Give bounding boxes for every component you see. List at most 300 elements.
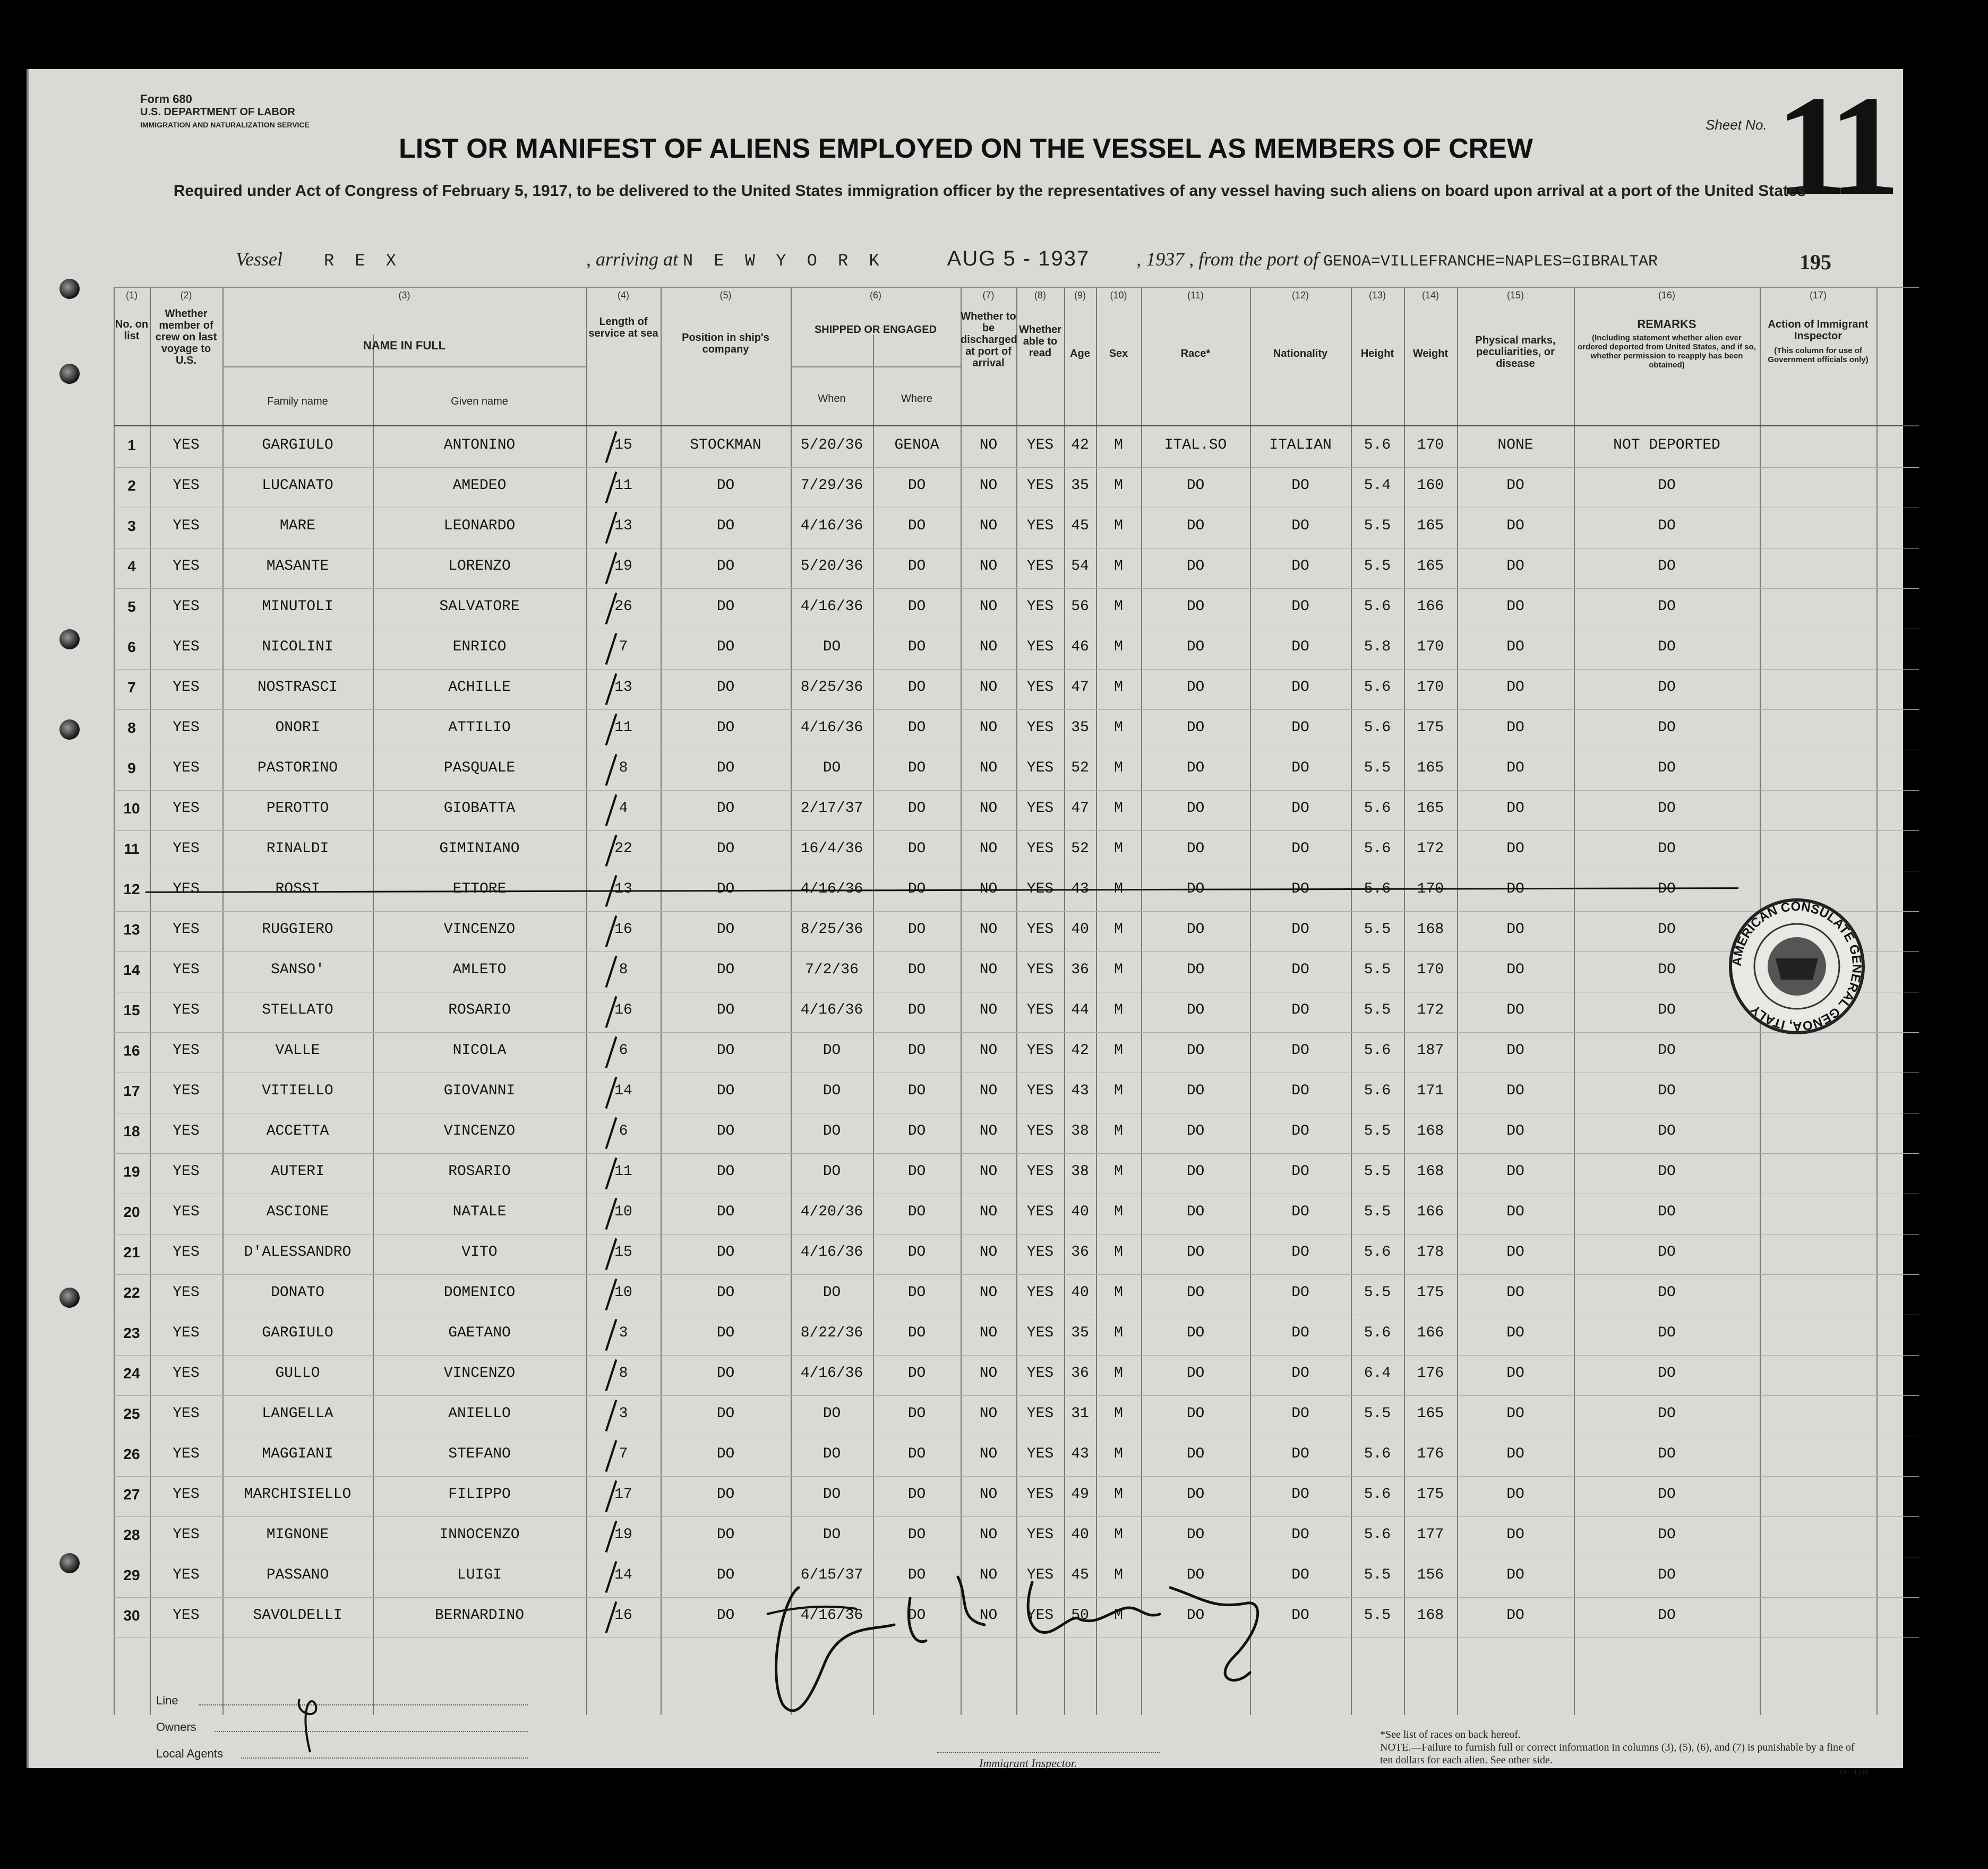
cell-age: 47 (1071, 800, 1089, 817)
cell-no: 26 (123, 1446, 140, 1462)
header-shipped: SHIPPED OR ENGAGED (814, 324, 937, 336)
manifest-table (114, 287, 1919, 1715)
cell-length: 15 (614, 1244, 632, 1261)
cell-height: 5.6 (1364, 1446, 1391, 1462)
cell-sex: M (1114, 1042, 1123, 1059)
cell-length: 13 (614, 881, 632, 897)
cell-weight: 170 (1417, 881, 1444, 897)
cell-when: 5/20/36 (800, 437, 863, 453)
cell-position: DO (716, 1244, 735, 1261)
cell-member: YES (173, 1244, 200, 1261)
cell-given: INNOCENZO (439, 1527, 520, 1543)
cell-height: 5.5 (1364, 760, 1391, 776)
cell-given: AMEDEO (452, 477, 507, 494)
cell-remarks: NOT DEPORTED (1613, 437, 1720, 453)
cell-when: 8/25/36 (800, 921, 863, 938)
cell-height: 5.6 (1364, 1486, 1391, 1503)
cell-when: 4/20/36 (800, 1204, 863, 1220)
cell-where: DO (907, 1163, 926, 1180)
cell-given: LUIGI (457, 1567, 502, 1583)
table-row (114, 831, 1919, 871)
cell-discharged: NO (979, 679, 998, 696)
cell-position: DO (716, 1325, 735, 1341)
cell-where: DO (907, 477, 926, 494)
table-row (114, 750, 1919, 791)
cell-given: PASQUALE (443, 760, 516, 776)
cell-nationality: DO (1291, 962, 1309, 978)
cell-member: YES (173, 962, 200, 978)
shipped-sub-rule (791, 366, 961, 367)
cell-member: YES (173, 760, 200, 776)
cell-weight: 168 (1417, 1163, 1444, 1180)
cell-nationality: DO (1291, 1527, 1309, 1543)
cell-marks: DO (1506, 881, 1524, 897)
cell-sex: M (1114, 1527, 1123, 1543)
cell-age: 52 (1071, 760, 1089, 776)
punch-hole (59, 1553, 80, 1573)
cell-member: YES (173, 881, 200, 897)
cell-length: 11 (614, 1163, 632, 1180)
cell-length: 16 (614, 1607, 632, 1624)
cell-family: MIGNONE (266, 1527, 329, 1543)
header-action-sub: (This column for use of Government officials only) (1768, 346, 1869, 364)
cell-member: YES (173, 1607, 200, 1624)
cell-given: ETTORE (452, 881, 507, 897)
cell-read: YES (1026, 1284, 1054, 1301)
cell-where: DO (907, 1446, 926, 1462)
cell-weight: 168 (1417, 921, 1444, 938)
cell-given: GIOBATTA (443, 800, 516, 817)
table-row (114, 1275, 1919, 1315)
cell-length: 16 (614, 921, 632, 938)
cell-height: 5.6 (1364, 719, 1391, 736)
cell-race: DO (1186, 1607, 1205, 1624)
cell-where: DO (907, 1284, 926, 1301)
cell-height: 5.5 (1364, 558, 1391, 575)
cell-race: DO (1186, 921, 1205, 938)
cell-position: DO (716, 1083, 735, 1099)
cell-family: NICOLINI (262, 639, 333, 655)
cell-length: 8 (619, 962, 628, 978)
cell-member: YES (173, 921, 200, 938)
cell-length: 13 (614, 679, 632, 696)
cell-height: 5.6 (1364, 1527, 1391, 1543)
cell-given: GIOVANNI (443, 1083, 516, 1099)
cell-position: DO (716, 881, 735, 897)
cell-weight: 170 (1417, 962, 1444, 978)
cell-read: YES (1026, 1123, 1054, 1139)
inspector-signature (735, 1566, 1351, 1742)
table-row (114, 1436, 1919, 1477)
cell-family: NOSTRASCI (257, 679, 338, 696)
table-row (114, 1234, 1919, 1275)
cell-position: DO (716, 1163, 735, 1180)
cell-nationality: DO (1291, 1163, 1309, 1180)
cell-no: 21 (123, 1244, 140, 1261)
cell-age: 36 (1071, 1365, 1089, 1382)
table-row (114, 1315, 1919, 1356)
sheet-label: Sheet No. (1706, 117, 1767, 133)
cell-remarks: DO (1658, 962, 1676, 978)
cell-race: DO (1186, 1244, 1205, 1261)
table-row (114, 670, 1919, 710)
cell-family: MARE (279, 518, 316, 534)
cell-height: 5.5 (1364, 1204, 1391, 1220)
year-label: , 1937 , from the port of (1136, 248, 1318, 270)
cell-nationality: DO (1291, 719, 1309, 736)
cell-race: DO (1186, 477, 1205, 494)
cell-where: DO (907, 760, 926, 776)
cell-read: YES (1026, 1446, 1054, 1462)
cell-when: 4/16/36 (800, 598, 863, 615)
cell-no: 6 (127, 639, 136, 655)
cell-position: DO (716, 1002, 735, 1018)
cell-given: DOMENICO (443, 1284, 516, 1301)
cell-sex: M (1114, 719, 1123, 736)
cell-age: 36 (1071, 962, 1089, 978)
footnote-penalty: NOTE.—Failure to furnish full or correct information in columns (3), (5), (6), and (7) is punishable by a fine of ten dollars for each alien. See other side. (1380, 1742, 1855, 1766)
header-marks: Physical marks, peculiarities, or disease (1475, 335, 1556, 370)
cell-position: DO (716, 1365, 735, 1382)
cell-nationality: DO (1291, 1244, 1309, 1261)
header-read: Whether able to read (1019, 324, 1061, 359)
cell-weight: 178 (1417, 1244, 1444, 1261)
table-row (114, 427, 1919, 468)
cell-sex: M (1114, 1244, 1123, 1261)
cell-race: DO (1186, 760, 1205, 776)
cell-read: YES (1026, 1163, 1054, 1180)
cell-read: YES (1026, 1567, 1054, 1583)
cell-age: 42 (1071, 1042, 1089, 1059)
cell-given: AMLETO (452, 962, 507, 978)
cell-length: 11 (614, 719, 632, 736)
cell-marks: DO (1506, 1284, 1524, 1301)
cell-discharged: NO (979, 1204, 998, 1220)
table-row (114, 548, 1919, 589)
table-row (114, 710, 1919, 750)
cell-read: YES (1026, 1083, 1054, 1099)
cell-when: DO (822, 1163, 841, 1180)
cell-remarks: DO (1658, 1567, 1676, 1583)
cell-weight: 168 (1417, 1123, 1444, 1139)
cell-age: 38 (1071, 1123, 1089, 1139)
cell-length: 10 (614, 1284, 632, 1301)
cell-marks: DO (1506, 1325, 1524, 1341)
cell-read: YES (1026, 558, 1054, 575)
cell-weight: 156 (1417, 1567, 1444, 1583)
cell-nationality: DO (1291, 598, 1309, 615)
cell-length: 15 (614, 437, 632, 453)
cell-given: FILIPPO (448, 1486, 511, 1503)
cell-no: 13 (123, 921, 140, 938)
col-number: (11) (1187, 290, 1204, 301)
cell-given: BERNARDINO (434, 1607, 525, 1624)
cell-length: 26 (614, 598, 632, 615)
cell-when: DO (822, 760, 841, 776)
cell-no: 30 (123, 1607, 140, 1624)
cell-weight: 187 (1417, 1042, 1444, 1059)
cell-marks: DO (1506, 679, 1524, 696)
cell-age: 46 (1071, 639, 1089, 655)
cell-height: 5.6 (1364, 1325, 1391, 1341)
punch-hole (59, 629, 80, 649)
cell-no: 2 (127, 477, 136, 494)
cell-age: 35 (1071, 719, 1089, 736)
cell-family: DONATO (271, 1284, 324, 1301)
form-number (140, 93, 310, 131)
cell-when: DO (822, 1486, 841, 1503)
cell-where: DO (907, 1042, 926, 1059)
cell-given: STEFANO (448, 1446, 511, 1462)
cell-marks: NONE (1497, 437, 1533, 453)
cell-read: YES (1026, 1002, 1054, 1018)
cell-marks: DO (1506, 558, 1524, 575)
cell-family: MASANTE (266, 558, 329, 575)
cell-nationality: DO (1291, 1365, 1309, 1382)
cell-discharged: NO (979, 1244, 998, 1261)
cell-nationality: DO (1291, 881, 1309, 897)
col-number: (5) (719, 290, 732, 301)
cell-remarks: DO (1658, 1042, 1676, 1059)
cell-read: YES (1026, 437, 1054, 453)
cell-race: DO (1186, 558, 1205, 575)
cell-when: 4/16/36 (800, 719, 863, 736)
cell-age: 52 (1071, 841, 1089, 857)
cell-where: DO (907, 1244, 926, 1261)
cell-discharged: NO (979, 437, 998, 453)
cell-given: ROSARIO (448, 1163, 511, 1180)
cell-discharged: NO (979, 598, 998, 615)
col-number: (2) (180, 290, 192, 301)
footnote-races: *See list of races on back hereof. (1380, 1729, 1521, 1741)
cell-nationality: DO (1291, 1405, 1309, 1422)
cell-nationality: ITALIAN (1269, 437, 1332, 453)
cell-remarks: DO (1658, 598, 1676, 615)
table-row (114, 791, 1919, 831)
cell-position: DO (716, 841, 735, 857)
arriving-label: , arriving at (586, 248, 679, 270)
cell-length: 11 (614, 477, 632, 494)
table-row (114, 871, 1919, 912)
cell-position: DO (716, 558, 735, 575)
cell-position: DO (716, 1123, 735, 1139)
cell-length: 7 (619, 1446, 628, 1462)
cell-length: 4 (619, 800, 628, 817)
cell-discharged: NO (979, 477, 998, 494)
cell-age: 43 (1071, 881, 1089, 897)
cell-remarks: DO (1658, 1204, 1676, 1220)
cell-family: ASCIONE (266, 1204, 329, 1220)
cell-position: DO (716, 639, 735, 655)
cell-race: DO (1186, 598, 1205, 615)
table-row (114, 629, 1919, 670)
table-row (114, 1033, 1919, 1073)
cell-member: YES (173, 1284, 200, 1301)
cell-race: DO (1186, 1365, 1205, 1382)
cell-where: DO (907, 881, 926, 897)
cell-where: DO (907, 1567, 926, 1583)
cell-read: YES (1026, 1486, 1054, 1503)
arrival-port: N E W Y O R K (683, 251, 885, 271)
cell-length: 8 (619, 760, 628, 776)
punch-hole (59, 719, 80, 740)
cell-marks: DO (1506, 962, 1524, 978)
cell-remarks: DO (1658, 1002, 1676, 1018)
cell-when: 16/4/36 (800, 841, 863, 857)
cell-age: 47 (1071, 679, 1089, 696)
header-discharged: Whether to be discharged at port of arrival (961, 311, 1017, 369)
cell-length: 14 (614, 1083, 632, 1099)
cell-no: 24 (123, 1365, 140, 1382)
cell-marks: DO (1506, 1042, 1524, 1059)
header-height: Height (1360, 348, 1394, 359)
cell-length: 19 (614, 558, 632, 575)
cell-race: DO (1186, 518, 1205, 534)
cell-remarks: DO (1658, 1607, 1676, 1624)
cell-remarks: DO (1658, 639, 1676, 655)
cell-length: 14 (614, 1567, 632, 1583)
row-rule (114, 287, 1919, 288)
cell-age: 40 (1071, 1204, 1089, 1220)
cell-where: DO (907, 1083, 926, 1099)
cell-marks: DO (1506, 1163, 1524, 1180)
cell-where: DO (907, 962, 926, 978)
cell-length: 17 (614, 1486, 632, 1503)
header-age: Age (1070, 348, 1090, 359)
cell-marks: DO (1506, 1123, 1524, 1139)
cell-family: VALLE (275, 1042, 320, 1059)
cell-family: GULLO (275, 1365, 320, 1382)
cell-read: YES (1026, 1244, 1054, 1261)
manifest-page (27, 66, 1903, 1777)
cell-given: VINCENZO (443, 1365, 516, 1382)
cell-discharged: NO (979, 719, 998, 736)
line-label: Line (156, 1694, 178, 1707)
cell-position: DO (716, 1486, 735, 1503)
date-stamp: AUG 5 - 1937 (947, 247, 1090, 270)
cell-discharged: NO (979, 841, 998, 857)
cell-sex: M (1114, 1083, 1123, 1099)
cell-height: 5.8 (1364, 639, 1391, 655)
cell-remarks: DO (1658, 1365, 1676, 1382)
cell-family: ACCETTA (266, 1123, 329, 1139)
cell-no: 10 (123, 800, 140, 817)
cell-marks: DO (1506, 598, 1524, 615)
cell-sex: M (1114, 881, 1123, 897)
cell-no: 5 (127, 598, 136, 615)
table-row (114, 1396, 1919, 1436)
cell-remarks: DO (1658, 719, 1676, 736)
cell-remarks: DO (1658, 1446, 1676, 1462)
cell-read: YES (1026, 881, 1054, 897)
cell-position: DO (716, 518, 735, 534)
cell-given: NATALE (452, 1204, 507, 1220)
cell-where: DO (907, 1002, 926, 1018)
cell-nationality: DO (1291, 1486, 1309, 1503)
cell-sex: M (1114, 639, 1123, 655)
cell-length: 7 (619, 639, 628, 655)
cell-marks: DO (1506, 1527, 1524, 1543)
cell-position: DO (716, 598, 735, 615)
cell-member: YES (173, 719, 200, 736)
cell-position: DO (716, 921, 735, 938)
cell-age: 42 (1071, 437, 1089, 453)
sheet-number: 11 (1776, 66, 1890, 225)
cell-nationality: DO (1291, 558, 1309, 575)
cell-when: DO (822, 1405, 841, 1422)
cell-remarks: DO (1658, 1486, 1676, 1503)
cell-nationality: DO (1291, 1123, 1309, 1139)
cell-where: DO (907, 1123, 926, 1139)
cell-age: 31 (1071, 1405, 1089, 1422)
cell-when: 7/29/36 (800, 477, 863, 494)
cell-when: 6/15/37 (800, 1567, 863, 1583)
cell-when: 7/2/36 (805, 962, 859, 978)
cell-position: DO (716, 800, 735, 817)
cell-family: RUGGIERO (262, 921, 333, 938)
cell-race: DO (1186, 1042, 1205, 1059)
cell-nationality: DO (1291, 1567, 1309, 1583)
cell-height: 6.4 (1364, 1365, 1391, 1382)
cell-weight: 172 (1417, 841, 1444, 857)
cell-race: DO (1186, 1204, 1205, 1220)
cell-read: YES (1026, 639, 1054, 655)
cell-length: 3 (619, 1325, 628, 1341)
cell-family: RINALDI (266, 841, 329, 857)
cell-weight: 165 (1417, 558, 1444, 575)
cell-no: 25 (123, 1405, 140, 1422)
cell-no: 1 (127, 437, 136, 453)
cell-discharged: NO (979, 921, 998, 938)
cell-read: YES (1026, 800, 1054, 817)
owners-label: Owners (156, 1720, 196, 1734)
cell-read: YES (1026, 760, 1054, 776)
cell-marks: DO (1506, 1002, 1524, 1018)
cell-race: DO (1186, 1486, 1205, 1503)
cell-length: 13 (614, 518, 632, 534)
cell-remarks: DO (1658, 477, 1676, 494)
header-member: Whether member of crew on last voyage to U.S. (155, 308, 217, 366)
cell-member: YES (173, 1083, 200, 1099)
page-title: LIST OR MANIFEST OF ALIENS EMPLOYED ON THE VESSEL AS MEMBERS OF CREW (399, 133, 1533, 164)
service-text: IMMIGRATION AND NATURALIZATION SERVICE (140, 121, 310, 129)
col-number: (4) (618, 290, 629, 301)
cell-discharged: NO (979, 1486, 998, 1503)
cell-nationality: DO (1291, 800, 1309, 817)
cell-age: 40 (1071, 1284, 1089, 1301)
cell-family: VITIELLO (262, 1083, 333, 1099)
consulate-seal (1725, 895, 1869, 1038)
cell-member: YES (173, 679, 200, 696)
table-row (114, 1194, 1919, 1234)
cell-when: 2/17/37 (800, 800, 863, 817)
table-row (114, 589, 1919, 629)
cell-race: DO (1186, 1527, 1205, 1543)
cell-race: DO (1186, 1567, 1205, 1583)
cell-weight: 176 (1417, 1446, 1444, 1462)
cell-height: 5.5 (1364, 1567, 1391, 1583)
cell-where: DO (907, 558, 926, 575)
cell-where: DO (907, 800, 926, 817)
cell-race: DO (1186, 1083, 1205, 1099)
cell-when: 4/16/36 (800, 1244, 863, 1261)
cell-no: 15 (123, 1002, 140, 1018)
cell-member: YES (173, 1567, 200, 1583)
cell-weight: 172 (1417, 1002, 1444, 1018)
footnote (1380, 1728, 1869, 1779)
cell-nationality: DO (1291, 477, 1309, 494)
cell-family: MARCHISIELLO (244, 1486, 352, 1503)
